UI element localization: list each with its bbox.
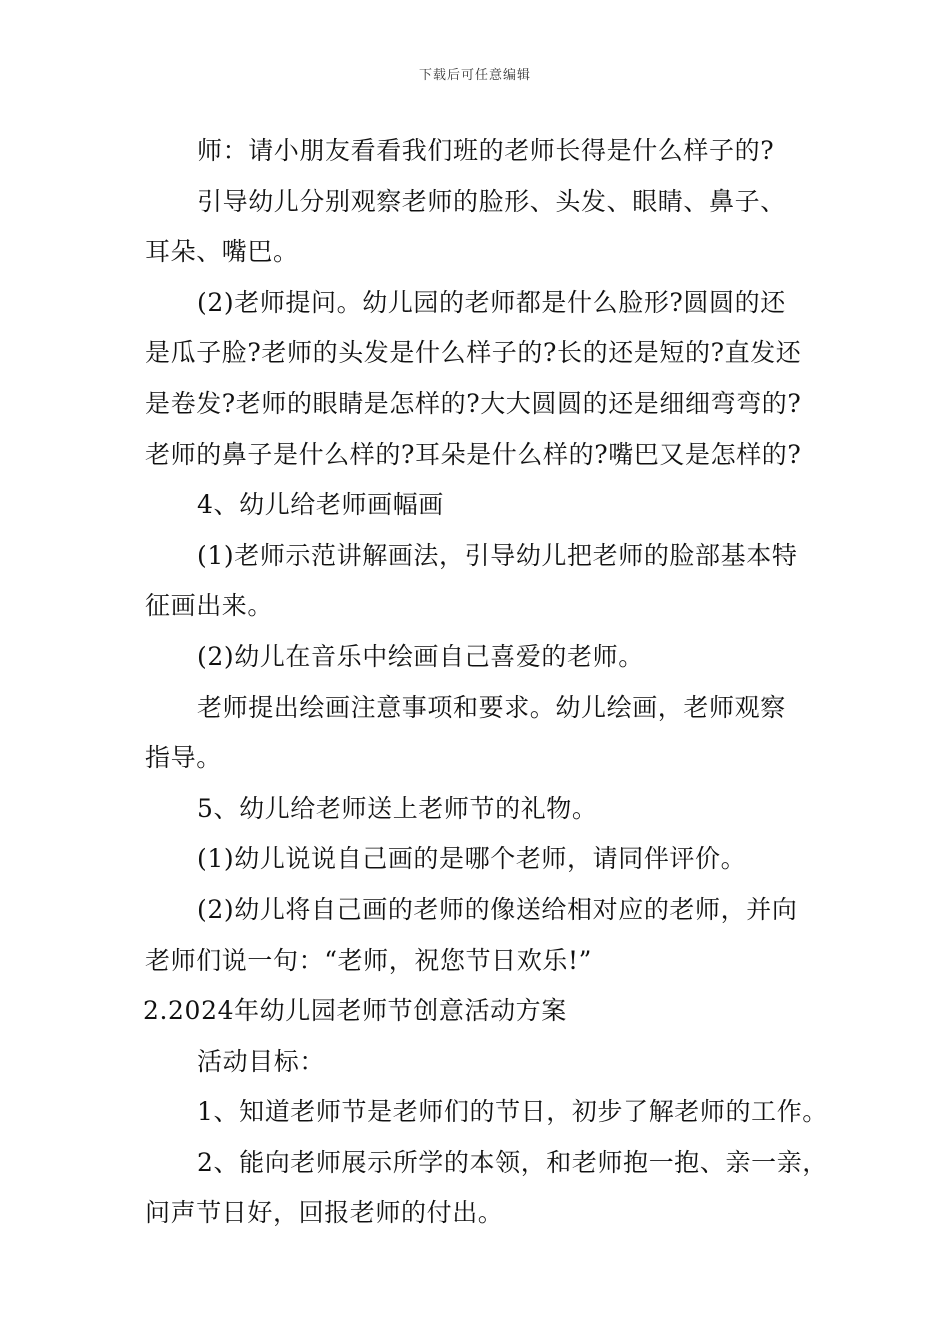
paragraph-line: 征画出来。 [145,591,274,621]
paragraph-line: 师：请小朋友看看我们班的老师长得是什么样子的? [197,136,775,165]
paragraph-line: 老师们说一句：“老师，祝您节日欢乐!” [145,945,593,975]
paragraph-line: 引导幼儿分别观察老师的脸形、头发、眼睛、鼻子、 [197,186,786,216]
paragraph-line: 是卷发?老师的眼睛是怎样的?大大圆圆的还是细细弯弯的? [145,388,802,418]
paragraph-line: (2)老师提问。幼儿园的老师都是什么脸形?圆圆的还 [197,287,786,317]
paragraph-line: 老师提出绘画注意事项和要求。幼儿绘画，老师观察 [197,692,786,722]
paragraph-line: 2、能向老师展示所学的本领，和老师抱一抱、亲一亲， [197,1147,828,1177]
document-body [143,126,828,1239]
section-heading: 5、幼儿给老师送上老师节的礼物。 [197,793,598,823]
paragraph-line: 耳朵、嘴巴。 [145,237,299,267]
paragraph-line: 老师的鼻子是什么样的?耳朵是什么样的?嘴巴又是怎样的? [145,439,802,469]
paragraph-line: 问声节日好，回报老师的付出。 [145,1198,504,1228]
section-heading: 活动目标： [197,1046,326,1076]
paragraph-line: (2)幼儿在音乐中绘画自己喜爱的老师。 [197,641,644,671]
paragraph-line: (1)老师示范讲解画法，引导幼儿把老师的脸部基本特 [197,540,798,570]
page-header: 下载后可任意编辑 [418,68,531,83]
paragraph-line: 是瓜子脸?老师的头发是什么样子的?长的还是短的?直发还 [145,338,802,368]
paragraph-line: 指导。 [145,743,222,773]
paragraph-line: 1、知道老师节是老师们的节日，初步了解老师的工作。 [197,1097,828,1127]
document-title: 2.2024年幼儿园老师节创意活动方案 [143,996,567,1026]
paragraph-line: (2)幼儿将自己画的老师的像送给相对应的老师，并向 [197,894,798,924]
paragraph-line: (1)幼儿说说自己画的是哪个老师，请同伴评价。 [197,844,747,874]
section-heading: 4、幼儿给老师画幅画 [197,490,444,520]
